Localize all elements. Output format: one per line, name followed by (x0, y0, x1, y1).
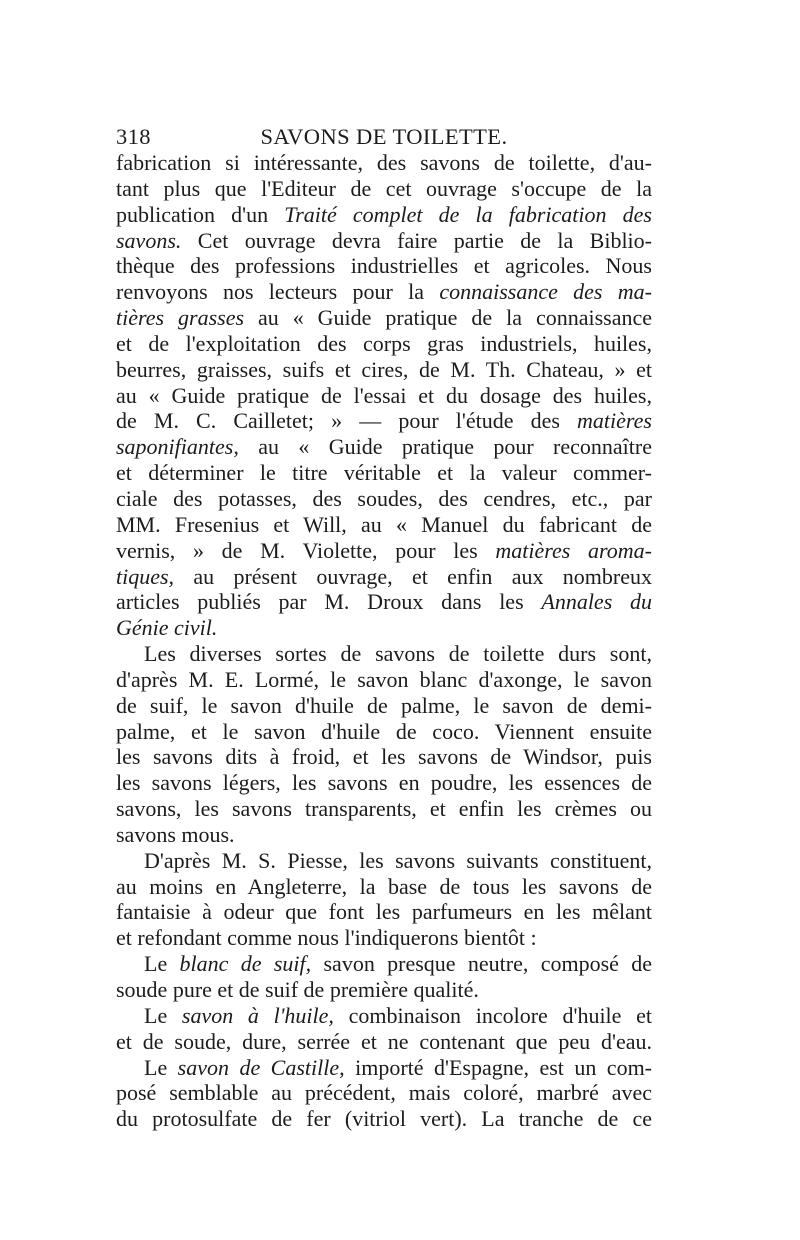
text-segment: savons mous. (116, 821, 235, 847)
text-segment: Les diverses sortes de savons de toilette durs sont, (144, 641, 652, 667)
text-line (116, 512, 652, 538)
text-segment: de M. C. Cailletet; » — pour l'étude des (116, 408, 578, 434)
text-segment: D'après M. S. Piesse, les savons suivants constituent, (144, 847, 652, 873)
text-segment: les savons dits à froid, et les savons de Windsor, puis (116, 744, 652, 770)
text-line (116, 383, 652, 409)
text-segment: vernis, » de M. Violette, pour les (116, 537, 496, 563)
text-segment: fabrication si intéressante, des savons de toilette, d'au- (116, 150, 652, 175)
text-line (116, 770, 652, 796)
text-line (116, 744, 652, 770)
text-line (116, 1106, 652, 1132)
text-line (116, 822, 652, 848)
text-segment: au « Guide pratique pour reconnaître (238, 434, 652, 460)
text-line (116, 899, 652, 925)
text-line (116, 150, 652, 176)
text-segment: ciale des potasses, des soudes, des cendres, etc., par (116, 485, 652, 511)
text-segment: soude pure et de suif de première qualité. (116, 977, 479, 1002)
text-line (116, 486, 652, 512)
text-line (116, 434, 652, 460)
text-line (116, 202, 652, 228)
text-segment: publication d'un (116, 201, 285, 227)
text-line (116, 279, 652, 305)
text-line (116, 1003, 652, 1029)
text-line (116, 1080, 652, 1106)
text-line (116, 331, 652, 357)
text-line (116, 1055, 652, 1081)
text-segment: fantaisie à odeur que font les parfumeurs en les mêlant (116, 899, 652, 925)
text-line (116, 874, 652, 900)
text-segment: et de soude, dure, serrée et ne contenant que peu d'eau. (116, 1028, 652, 1054)
text-line (116, 615, 652, 641)
text-line (116, 176, 652, 202)
italic-segment: savon de Castille, (177, 1054, 345, 1080)
text-line (116, 564, 652, 590)
text-segment: Le (144, 1054, 178, 1080)
text-segment: et de l'exploitation des corps gras industriels, huiles, (116, 330, 652, 356)
italic-segment: matières aroma- (495, 537, 652, 563)
text-segment: les savons légers, les savons en poudre, les essences de (116, 770, 652, 796)
text-line (116, 357, 652, 383)
text-segment: et déterminer le titre véritable et la valeur commer- (116, 460, 652, 486)
text-segment: renvoyons nos lecteurs pour la (116, 279, 440, 305)
text-segment: au présent ouvrage, et enfin aux nombreux (174, 563, 652, 589)
text-line (116, 253, 652, 279)
running-title: SAVONS DE TOILETTE. (260, 124, 508, 149)
text-segment: d'après M. E. Lormé, le savon blanc d'axonge, le savon (116, 666, 652, 692)
text-segment: savons, les savons transparents, et enfin les crèmes ou (116, 796, 652, 822)
text-line (116, 228, 652, 254)
text-segment: importé d'Espagne, est un com- (344, 1054, 653, 1080)
italic-segment: saponifiantes, (116, 434, 239, 460)
text-segment: MM. Fresenius et Will, au « Manuel du fabricant de (116, 511, 652, 537)
text-line (116, 925, 652, 951)
text-line (116, 951, 652, 977)
text-segment: au « Guide pratique de la connaissance (244, 305, 652, 331)
text-line (116, 641, 652, 667)
text-segment: articles publiés par M. Droux dans les (116, 589, 542, 615)
text-line (116, 719, 652, 745)
text-line (116, 460, 652, 486)
text-segment: Le (144, 1002, 182, 1028)
text-segment: posé semblable au précédent, mais coloré, marbré avec (116, 1080, 652, 1106)
italic-segment: savon à l'huile, (181, 1002, 334, 1028)
italic-segment: tiques, (116, 563, 175, 589)
text-segment: combinaison incolore d'huile et (333, 1002, 652, 1028)
italic-segment: matières (577, 408, 652, 434)
text-line (116, 305, 652, 331)
text-segment: palme, et le savon d'huile de coco. Viennent ensuite (116, 718, 652, 744)
text-segment: savon presque neutre, composé de (311, 951, 653, 977)
italic-segment: connaissance des ma- (439, 279, 652, 305)
text-line (116, 1029, 652, 1055)
text-segment: Le (144, 951, 180, 977)
page-number: 318 (116, 124, 151, 149)
text-segment: au moins en Angleterre, la base de tous les savons de (116, 873, 652, 899)
text-line (116, 538, 652, 564)
text-segment: au « Guide pratique de l'essai et du dosage des huiles, (116, 382, 652, 408)
italic-segment: blanc de suif, (179, 951, 312, 977)
text-line (116, 667, 652, 693)
text-segment: tant plus que l'Editeur de cet ouvrage s'occupe de la (116, 175, 652, 201)
body-text (116, 150, 652, 1132)
italic-segment: Annales du (541, 589, 652, 615)
italic-segment: Traité complet de la fabrication des (284, 201, 652, 227)
text-line (116, 796, 652, 822)
text-segment: et refondant comme nous l'indiquerons bientôt : (116, 925, 537, 951)
text-segment: thèque des professions industrielles et agricoles. Nous (116, 253, 652, 279)
italic-segment: tières grasses (116, 305, 245, 331)
text-segment: beurres, graisses, suifs et cires, de M. Th. Chateau, » et (116, 356, 652, 382)
text-line (116, 977, 652, 1003)
text-line (116, 693, 652, 719)
italic-segment: savons. (116, 227, 182, 253)
text-segment: du protosulfate de fer (vitriol vert). La tranche de ce (116, 1106, 652, 1132)
text-segment: de suif, le savon d'huile de palme, le savon de demi- (116, 692, 652, 718)
text-line (116, 589, 652, 615)
text-line (116, 848, 652, 874)
text-segment: Cet ouvrage devra faire partie de la Biblio- (181, 227, 652, 253)
italic-segment: Génie civil. (116, 615, 218, 641)
text-line (116, 408, 652, 434)
